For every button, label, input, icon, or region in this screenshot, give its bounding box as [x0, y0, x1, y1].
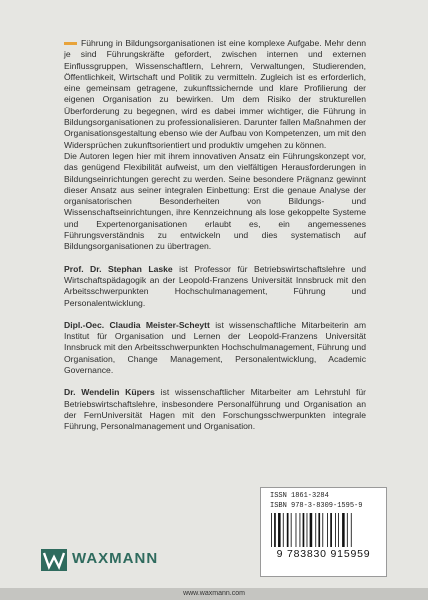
author-bio-text: ist wissenschaftlicher Mitarbeiter am Lehrstuhl für Betriebswirtschaftslehre, insbesondere Personalführung und Organisation an der FernUniversität Hagen mit den Forschungsschwerpunkten integrale Führung, Personalmanagement und Organisation. [64, 387, 366, 432]
isbn-number: ISBN 978-3-8309-1595-9 [270, 502, 363, 510]
blurb-text [64, 38, 366, 433]
author-bio-text: ist Professor für Betriebswirtschaftslehre und Wirtschaftspädagogik an der Leopold-Franzens Universität Innsbruck mit den Arbeitsschwerpunkten Hochschulmanagement, Führung und Personalentwicklung. [64, 263, 366, 308]
author-bio-2 [64, 320, 366, 376]
author-bio-3 [64, 387, 366, 432]
publisher-url[interactable]: www.waxmann.com [0, 588, 428, 600]
blurb-paragraph-1 [64, 38, 366, 151]
issn-number: ISSN 1861-3284 [270, 492, 329, 500]
author-bio-text: ist wissenschaftliche Mitarbeiterin am Institut für Organisation und Lernen der Leopold-Franzens Universität Innsbruck mit den Arbeitsschwerpunkten Hochschulmanagement, Führung und Organisation, Change Management, Personalentwicklung, Academic Governance. [64, 319, 366, 376]
barcode-label [260, 487, 387, 577]
author-bio-1 [64, 264, 366, 309]
author-name: Dr. Wendelin Küpers [64, 387, 155, 398]
author-name: Prof. Dr. Stephan Laske [64, 263, 173, 274]
publisher-logo-text: WAXMANN [72, 550, 159, 567]
blurb-paragraph-1-text: Führung in Bildungsorganisationen ist eine komplexe Aufgabe. Mehr denn je sind Führungskräfte gefordert, zwischen internen und externen Einflussgruppen, Wissenschaftlern, Lehrern, Verwaltungen, Studierenden, Öffentlichkeit, Wirtschaft und Politik zu vermitteln. Zugleich ist es erforderlich, eine gemeinsam getragene, zukunftssichernde und klare Profilierung der eigenen Organisation zu bewirken. Um dem Risiko der strukturellen Überforderung zu begegnen, wird es dabei immer wichtiger, die Führung in Bildungsorganisationen zu professionalisieren. Darunter fallen Maßnahmen der Organisationsgestaltung ebenso wie der Aufbau von Kompetenzen, um mit den Widersprüchen zukunftsorientiert und produktiv umgehen zu können. [64, 38, 366, 150]
barcode-icon [270, 513, 377, 547]
author-name: Dipl.-Oec. Claudia Meister-Scheytt [64, 319, 210, 330]
ean-number: 9 783830 915959 [276, 548, 371, 560]
accent-bar-icon [64, 42, 77, 45]
blurb-paragraph-2: Die Autoren legen hier mit ihrem innovativen Ansatz ein Führungskonzept vor, das genügend Flexibilität aufweist, um den vielfältigen Herausforderungen in Bildungseinrichtungen gerecht zu werden. Seine besondere Prägnanz gewinnt dieser Ansatz aus seiner integralen Einbettung: Erst die genaue Analyse der organisatorischen Besonderheiten von Bildungs- und Wissenschaftseinrichtungen, ihre Kennzeichnung als lose gekoppelte Systeme und Expertenorganisationen erlaubt es, ein angemessenes Führungsverständnis zu entwickeln und dies systematisch auf Bildungsorganisationen zu übertragen. [64, 150, 366, 252]
waxmann-logo-icon [41, 549, 67, 571]
